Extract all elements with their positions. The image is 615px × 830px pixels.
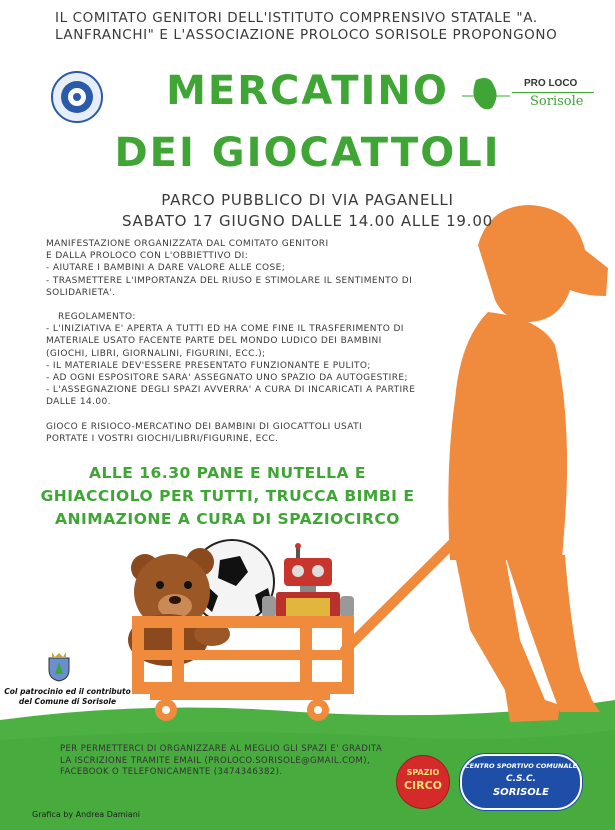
- title-line-1: MERCATINO: [166, 68, 449, 114]
- proloco-top-label: PRO LOCO: [524, 78, 578, 89]
- spazio-circo-line2: CIRCO: [403, 779, 443, 792]
- csc-mid-text: C.S.C.: [506, 774, 536, 784]
- title-line-2: DEI GIOCATTOLI: [114, 130, 501, 176]
- description-block: [46, 238, 426, 445]
- csc-logo: [460, 754, 582, 810]
- comune-crest-icon: [47, 652, 71, 682]
- closing-line: PORTATE I VOSTRI GIOCHI/LIBRI/FIGURINE, ECC.: [46, 433, 279, 444]
- patronage-text: Col patrocinio ed il contributo del Comune di Sorisole: [4, 687, 131, 706]
- body-line: E DALLA PROLOCO CON L'OBBIETTIVO DI:: [46, 251, 249, 262]
- highlight-line: GHIACCIOLO PER TUTTI, TRUCCA BIMBI E: [40, 487, 415, 505]
- event-datetime: SABATO 17 GIUGNO DALLE 14.00 ALLE 19.00: [121, 212, 494, 230]
- body-line: - AIUTARE I BAMBINI A DARE VALORE ALLE COSE;: [46, 263, 286, 274]
- graphics-credit: Grafica by Andrea Damiani: [32, 810, 141, 819]
- proloco-bottom-label: Sorisole: [530, 94, 584, 109]
- robot-icon: [262, 543, 354, 626]
- registration-info: PER PERMETTERCI DI ORGANIZZARE AL MEGLIO GLI SPAZI E' GRADITA LA ISCRIZIONE TRAMITE EMAIL (PROLOCO.SORISOLE@GMAIL.COM), FACEBOOK O TELEFONICAMENTE (3474346382).: [60, 744, 383, 777]
- highlight-announcement: [40, 462, 415, 531]
- event-location-time: [0, 190, 615, 232]
- highlight-line: ANIMAZIONE A CURA DI SPAZIOCIRCO: [55, 510, 400, 528]
- csc-name-text: SORISOLE: [492, 787, 550, 798]
- rules-heading: REGOLAMENTO:: [58, 312, 136, 323]
- rule-item: - L'INIZIATIVA E' APERTA A TUTTI ED HA COME FINE IL TRASFERIMENTO DI MATERIALE USATO FACENTE PARTE DEL MONDO LUDICO DEI BAMBINI (GIOCHI, LIBRI, GIORNALINI, FIGURINI, ECC.);: [46, 324, 404, 359]
- spazio-circo-logo: [396, 755, 450, 809]
- spazio-circo-line1: SPAZIO: [406, 768, 440, 777]
- body-line: - TRASMETTERE L'IMPORTANZA DEL RIUSO E STIMOLARE IL SENTIMENTO DI SOLIDARIETA'.: [46, 275, 413, 298]
- rule-item: - AD OGNI ESPOSITORE SARA' ASSEGNATO UNO SPAZIO DA AUTOGESTIRE;: [46, 373, 408, 384]
- closing-line: GIOCO E RISIOCO-MERCATINO DEI BAMBINI DI GIOCATTOLI USATI: [46, 421, 363, 432]
- body-line: MANIFESTAZIONE ORGANIZZATA DAL COMITATO GENITORI: [46, 239, 329, 249]
- event-location: PARCO PUBBLICO DI VIA PAGANELLI: [161, 191, 454, 209]
- intro-text: IL COMITATO GENITORI DELL'ISTITUTO COMPRENSIVO STATALE "A. LANFRANCHI" E L'ASSOCIAZIONE PROLOCO SORISOLE PROPONGONO: [55, 10, 558, 43]
- rule-item: - L'ASSEGNAZIONE DEGLI SPAZI AVVERRA' A CURA DI INCARICATI A PARTIRE DALLE 14.00.: [46, 385, 416, 408]
- highlight-line: ALLE 16.30 PANE E NUTELLA E: [89, 464, 366, 482]
- rule-item: - IL MATERIALE DEV'ESSERE PRESENTATO FUNZIONANTE E PULITO;: [46, 360, 371, 371]
- csc-arc-text: CENTRO SPORTIVO COMUNALE: [464, 762, 578, 770]
